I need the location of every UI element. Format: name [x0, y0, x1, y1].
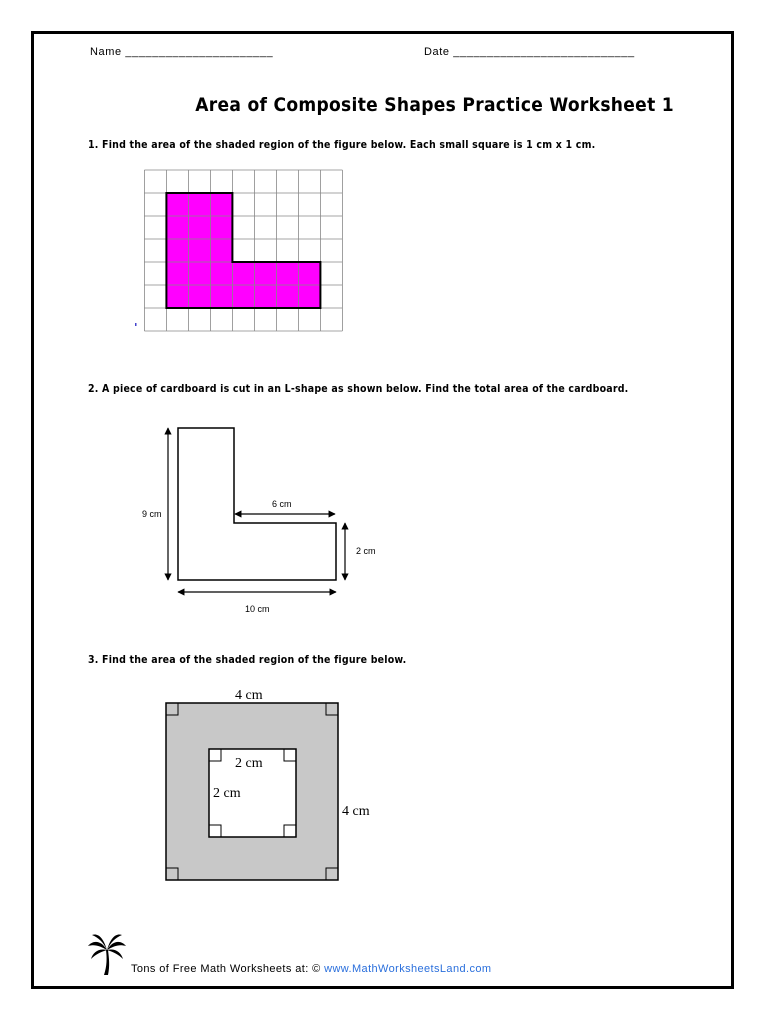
outer-right-label: 4 cm [342, 804, 370, 819]
shaded-cell [188, 193, 210, 216]
inner-top-label: 2 cm [235, 756, 263, 771]
shaded-cell [298, 285, 320, 308]
shaded-cell [188, 262, 210, 285]
shaded-cell [188, 216, 210, 239]
shaded-cell [210, 216, 232, 239]
shaded-cell [276, 262, 298, 285]
stray-mark [135, 323, 137, 326]
question-3: 3. Find the area of the shaded region of the figure below. [88, 654, 407, 666]
shaded-cell [254, 262, 276, 285]
shaded-cell [166, 193, 188, 216]
shaded-cell [166, 216, 188, 239]
shaded-cell [210, 239, 232, 262]
question-2: 2. A piece of cardboard is cut in an L-shape as shown below. Find the total area of the cardboard. [88, 383, 629, 395]
shaded-cell [166, 239, 188, 262]
dim-label-right: 2 cm [356, 546, 376, 556]
l-shape-outline [178, 428, 336, 580]
dim-label-top: 6 cm [272, 499, 292, 509]
outer-top-label: 4 cm [235, 688, 263, 703]
name-field: Name ______________________ [90, 46, 274, 58]
shaded-cell [210, 262, 232, 285]
shaded-cell [210, 285, 232, 308]
figure-3-square-frame [150, 682, 390, 887]
dim-label-left: 9 cm [142, 509, 162, 519]
worksheet-title: Area of Composite Shapes Practice Worksheet 1 [195, 94, 674, 116]
dim-label-bottom: 10 cm [245, 604, 270, 614]
shaded-cell [232, 262, 254, 285]
inner-left-label: 2 cm [213, 786, 241, 801]
figure-2-l-shape [135, 418, 385, 628]
shaded-cell [298, 262, 320, 285]
footer-text: Tons of Free Math Worksheets at: © [131, 963, 321, 975]
shaded-cell [188, 285, 210, 308]
shaded-cell [210, 193, 232, 216]
shaded-cell [232, 285, 254, 308]
footer [131, 963, 491, 975]
palm-tree-icon [87, 932, 127, 976]
question-1: 1. Find the area of the shaded region of the figure below. Each small square is 1 cm x 1 cm. [88, 139, 596, 151]
shaded-cell [166, 262, 188, 285]
date-field: Date ___________________________ [424, 46, 635, 58]
footer-link[interactable]: www.MathWorksheetsLand.com [324, 963, 492, 975]
figure-1-grid [135, 165, 347, 335]
shaded-cell [188, 239, 210, 262]
shaded-cell [166, 285, 188, 308]
shaded-cell [254, 285, 276, 308]
shaded-cell [276, 285, 298, 308]
